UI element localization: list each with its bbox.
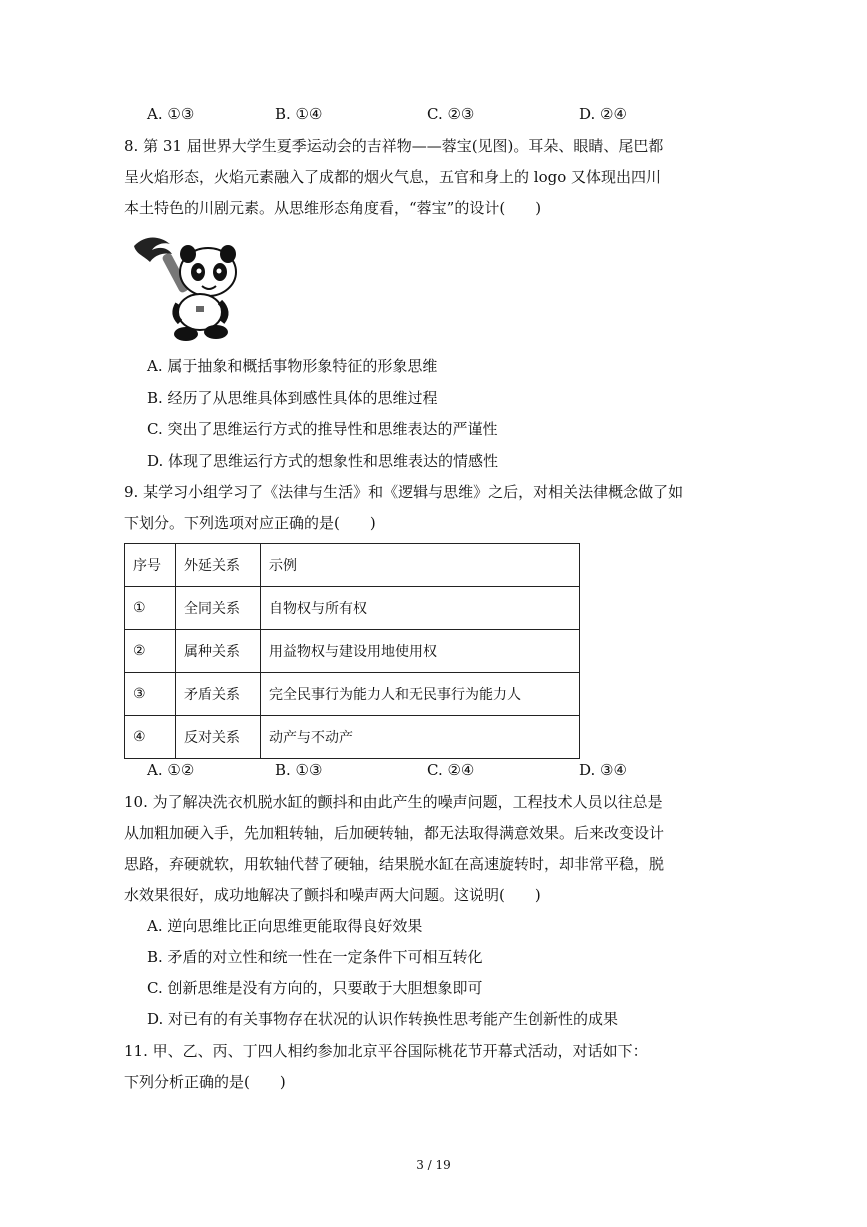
mascot-rongbao-image bbox=[126, 232, 246, 344]
page-number: 3 / 19 bbox=[416, 1158, 451, 1172]
q10-stem-line-1: 10. 为了解决洗衣机脱水缸的颤抖和由此产生的噪声问题，工程技术人员以往总是 bbox=[124, 793, 663, 811]
table-cell: 完全民事行为能力人和无民事行为能力人 bbox=[261, 673, 580, 716]
table-header-row bbox=[125, 544, 580, 587]
q7-option-b: B. ①④ bbox=[275, 105, 323, 123]
q8-option-b: B. 经历了从思维具体到感性具体的思维过程 bbox=[147, 389, 438, 407]
table-cell: ② bbox=[125, 630, 176, 673]
q11-stem-line-1: 11. 甲、乙、丙、丁四人相约参加北京平谷国际桃花节开幕式活动，对话如下： bbox=[124, 1042, 648, 1060]
table-header-cell: 外延关系 bbox=[176, 544, 261, 587]
table-cell: 属种关系 bbox=[176, 630, 261, 673]
q10-stem-line-3: 思路，弃硬就软，用软轴代替了硬轴，结果脱水缸在高速旋转时，却非常平稳，脱 bbox=[124, 855, 665, 873]
q8-stem-line-2: 呈火焰形态，火焰元素融入了成都的烟火气息，五官和身上的 logo 又体现出四川 bbox=[124, 168, 662, 186]
q11-stem-line-2: 下列分析正确的是( ) bbox=[124, 1073, 286, 1091]
table-cell: ① bbox=[125, 587, 176, 630]
q7-option-d: D. ②④ bbox=[579, 105, 627, 123]
table-row bbox=[125, 630, 580, 673]
q10-option-d: D. 对已有的有关事物存在状况的认识作转换性思考能产生创新性的成果 bbox=[147, 1010, 619, 1028]
relation-table bbox=[124, 543, 580, 759]
table-cell: 自物权与所有权 bbox=[261, 587, 580, 630]
q8-stem-line-1: 8. 第 31 届世界大学生夏季运动会的吉祥物——蓉宝(见图)。耳朵、眼睛、尾巴都 bbox=[124, 137, 664, 155]
table-cell: 用益物权与建设用地使用权 bbox=[261, 630, 580, 673]
table-header-cell: 序号 bbox=[125, 544, 176, 587]
q10-stem-line-2: 从加粗加硬入手，先加粗转轴，后加硬转轴，都无法取得满意效果。后来改变设计 bbox=[124, 824, 665, 842]
table-cell: 反对关系 bbox=[176, 716, 261, 759]
q7-option-a: A. ①③ bbox=[147, 105, 195, 123]
q9-stem-line-2: 下划分。下列选项对应正确的是( ) bbox=[124, 514, 376, 532]
q8-option-d: D. 体现了思维运行方式的想象性和思维表达的情感性 bbox=[147, 452, 499, 470]
table-header-cell: 示例 bbox=[261, 544, 580, 587]
q7-option-c: C. ②③ bbox=[427, 105, 475, 123]
q9-option-c: C. ②④ bbox=[427, 761, 475, 779]
table-cell: 动产与不动产 bbox=[261, 716, 580, 759]
table-row bbox=[125, 673, 580, 716]
q10-option-b: B. 矛盾的对立性和统一性在一定条件下可相互转化 bbox=[147, 948, 483, 966]
q10-option-c: C. 创新思维是没有方向的，只要敢于大胆想象即可 bbox=[147, 979, 483, 997]
table-row bbox=[125, 716, 580, 759]
q10-stem-line-4: 水效果很好，成功地解决了颤抖和噪声两大问题。这说明( ) bbox=[124, 886, 541, 904]
q8-stem-line-3: 本土特色的川剧元素。从思维形态角度看，“蓉宝”的设计( ) bbox=[124, 199, 542, 217]
table-cell: ④ bbox=[125, 716, 176, 759]
q8-option-a: A. 属于抽象和概括事物形象特征的形象思维 bbox=[147, 357, 438, 375]
q9-option-a: A. ①② bbox=[147, 761, 195, 779]
table-cell: 矛盾关系 bbox=[176, 673, 261, 716]
table-cell: 全同关系 bbox=[176, 587, 261, 630]
q9-option-b: B. ①③ bbox=[275, 761, 323, 779]
q8-option-c: C. 突出了思维运行方式的推导性和思维表达的严谨性 bbox=[147, 420, 498, 438]
table-row bbox=[125, 587, 580, 630]
q10-option-a: A. 逆向思维比正向思维更能取得良好效果 bbox=[147, 917, 423, 935]
q9-option-d: D. ③④ bbox=[579, 761, 627, 779]
q9-stem-line-1: 9. 某学习小组学习了《法律与生活》和《逻辑与思维》之后，对相关法律概念做了如 bbox=[124, 483, 684, 501]
table-cell: ③ bbox=[125, 673, 176, 716]
